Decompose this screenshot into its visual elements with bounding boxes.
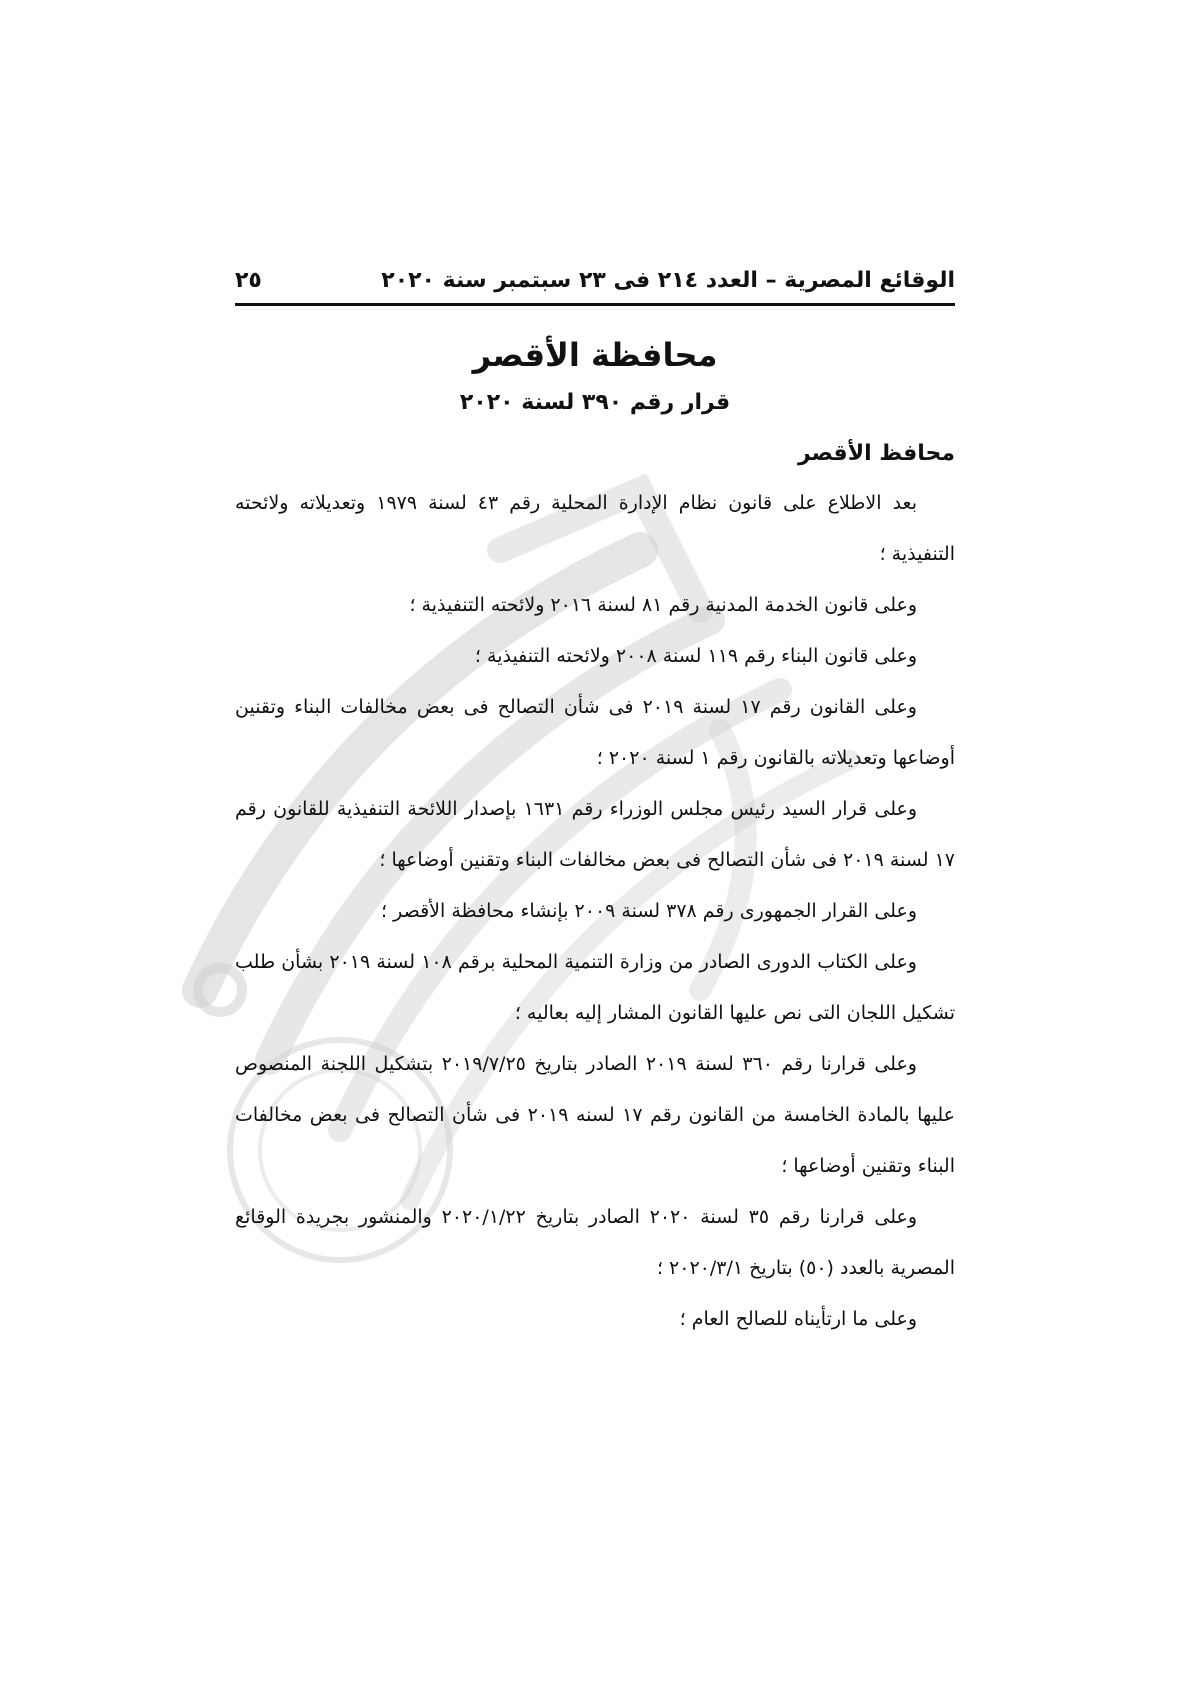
paragraph: وعلى قرارنا رقم ٣٦٠ لسنة ٢٠١٩ الصادر بتاريخ ٢٠١٩/٧/٢٥ بتشكيل اللجنة المنصوص عليها بالمادة الخامسة من القانون رقم ١٧ لسنه ٢٠١٩ فى شأن التصالح فى بعض مخالفات البناء وتقنين أوضاعها ؛	[235, 1053, 955, 1177]
publication-line: الوقائع المصرية – العدد ٢١٤ فى ٢٣ سبتمبر سنة ٢٠٢٠	[381, 268, 955, 293]
paragraph: وعلى قرارنا رقم ٣٥ لسنة ٢٠٢٠ الصادر بتاريخ ٢٠٢٠/١/٢٢ والمنشور بجريدة الوقائع المصرية بالعدد (٥٠) بتاريخ ٢٠٢٠/٣/١ ؛	[235, 1206, 955, 1279]
paragraph: وعلى الكتاب الدورى الصادر من وزارة التنمية المحلية برقم ١٠٨ لسنة ٢٠١٩ بشأن طلب تشكيل اللجان التى نص عليها القانون المشار إليه بعاليه ؛	[235, 951, 955, 1024]
decree-body	[235, 478, 955, 1345]
gazette-page	[235, 268, 955, 1345]
document-title: محافظة الأقصر	[472, 336, 718, 374]
paragraph: وعلى القرار الجمهورى رقم ٣٧٨ لسنة ٢٠٠٩ بإنشاء محافظة الأقصر ؛	[381, 900, 917, 922]
page-header	[235, 268, 955, 306]
paragraph: وعلى القانون رقم ١٧ لسنة ٢٠١٩ فى شأن التصالح فى بعض مخالفات البناء وتقنين أوضاعها وتعديلاته بالقانون رقم ١ لسنة ٢٠٢٠ ؛	[235, 696, 955, 769]
paragraph: وعلى قانون الخدمة المدنية رقم ٨١ لسنة ٢٠١٦ ولائحته التنفيذية ؛	[409, 594, 917, 616]
paragraph: وعلى قانون البناء رقم ١١٩ لسنة ٢٠٠٨ ولائحته التنفيذية ؛	[474, 645, 917, 667]
paragraph: بعد الاطلاع على قانون نظام الإدارة المحلية رقم ٤٣ لسنة ١٩٧٩ وتعديلاته ولائحته التنفيذية ؛	[235, 492, 955, 565]
paragraph: وعلى ما ارتأيناه للصالح العام ؛	[679, 1308, 917, 1330]
page-number: ٢٥	[235, 268, 262, 293]
issuer-heading: محافظ الأقصر	[797, 441, 955, 466]
paragraph: وعلى قرار السيد رئيس مجلس الوزراء رقم ١٦٣١ بإصدار اللائحة التنفيذية للقانون رقم ١٧ لسنة ٢٠١٩ فى شأن التصالح فى بعض مخالفات البناء وتقنين أوضاعها ؛	[235, 798, 955, 871]
decree-number: قرار رقم ٣٩٠ لسنة ٢٠٢٠	[459, 390, 731, 415]
